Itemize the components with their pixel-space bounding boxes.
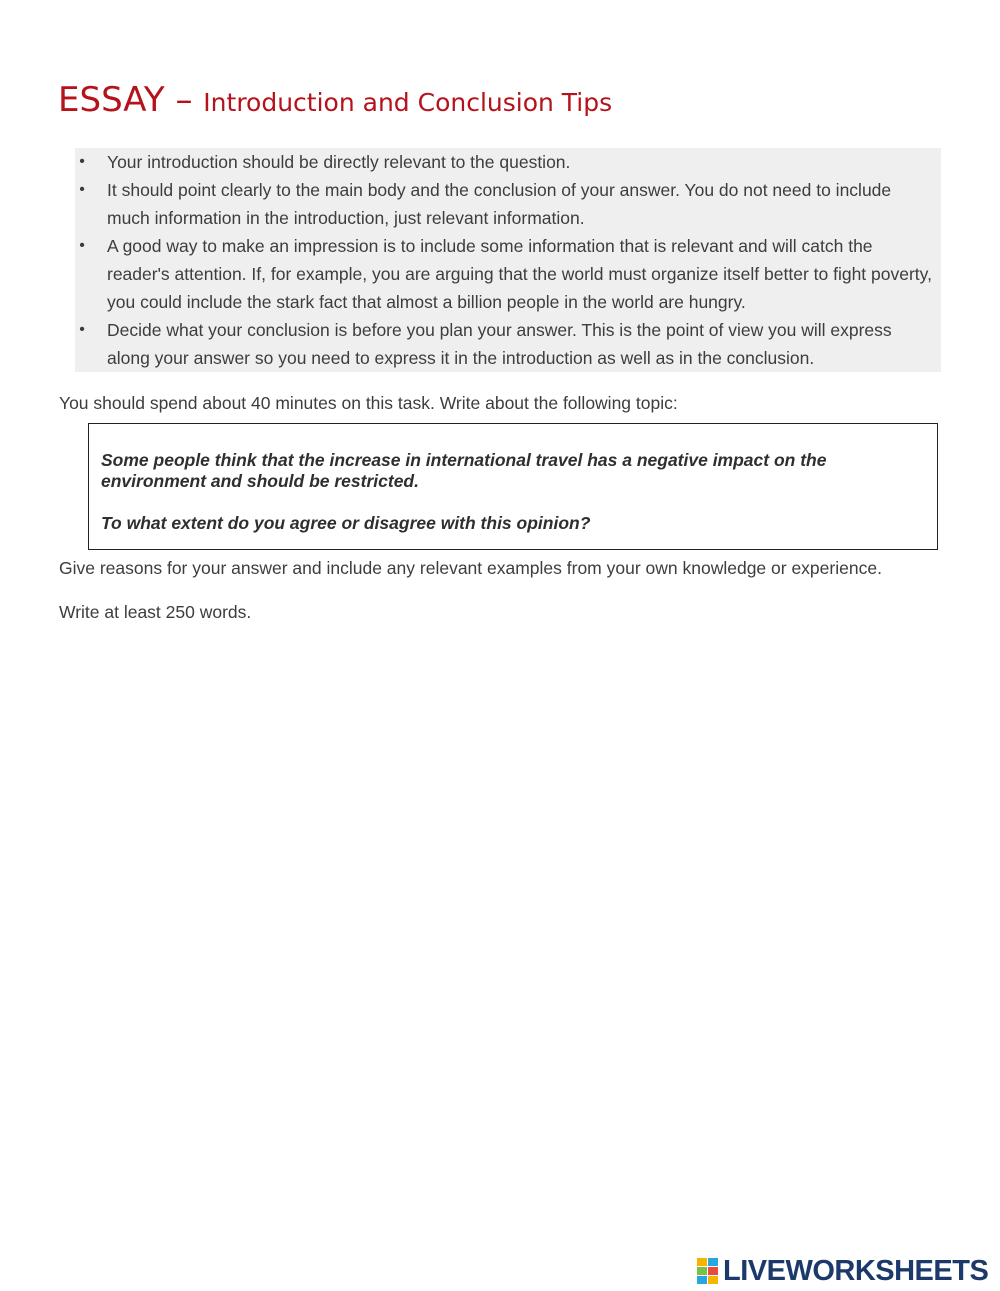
tip-item: • A good way to make an impression is to include some information that is relevant and will catch the reader's attention. If, for example, you are arguing that the world must organize itself better to fight poverty, you could include the stark fact that almost a billion people in the world are hungry. <box>75 232 941 316</box>
page-title <box>58 80 612 120</box>
title-separator: – <box>164 80 204 120</box>
liveworksheets-brand[interactable] <box>697 1256 988 1286</box>
tips-panel <box>75 148 941 372</box>
topic-statement: Some people think that the increase in international travel has a negative impact on the environment and should be restricted. <box>101 450 827 491</box>
title-subtitle: Introduction and Conclusion Tips <box>203 88 613 117</box>
word-count-instruction: Write at least 250 words. <box>59 602 252 622</box>
task-instruction: You should spend about 40 minutes on this task. Write about the following topic: <box>59 393 678 413</box>
liveworksheets-logo-icon <box>697 1258 719 1284</box>
tip-item: • Your introduction should be directly relevant to the question. <box>75 148 941 176</box>
tip-item: • Decide what your conclusion is before you plan your answer. This is the point of view you will express along your answer so you need to express it in the introduction as well as in the conclusion. <box>75 316 941 372</box>
topic-box <box>88 423 938 550</box>
reasons-instruction: Give reasons for your answer and include any relevant examples from your own knowledge or experience. <box>59 558 882 578</box>
tips-list <box>75 148 941 372</box>
topic-question: To what extent do you agree or disagree with this opinion? <box>101 513 591 533</box>
brand-name: LIVEWORKSHEETS <box>723 1255 989 1287</box>
tip-item: • It should point clearly to the main body and the conclusion of your answer. You do not need to include much information in the introduction, just relevant information. <box>75 176 941 232</box>
title-main: ESSAY <box>58 80 165 120</box>
